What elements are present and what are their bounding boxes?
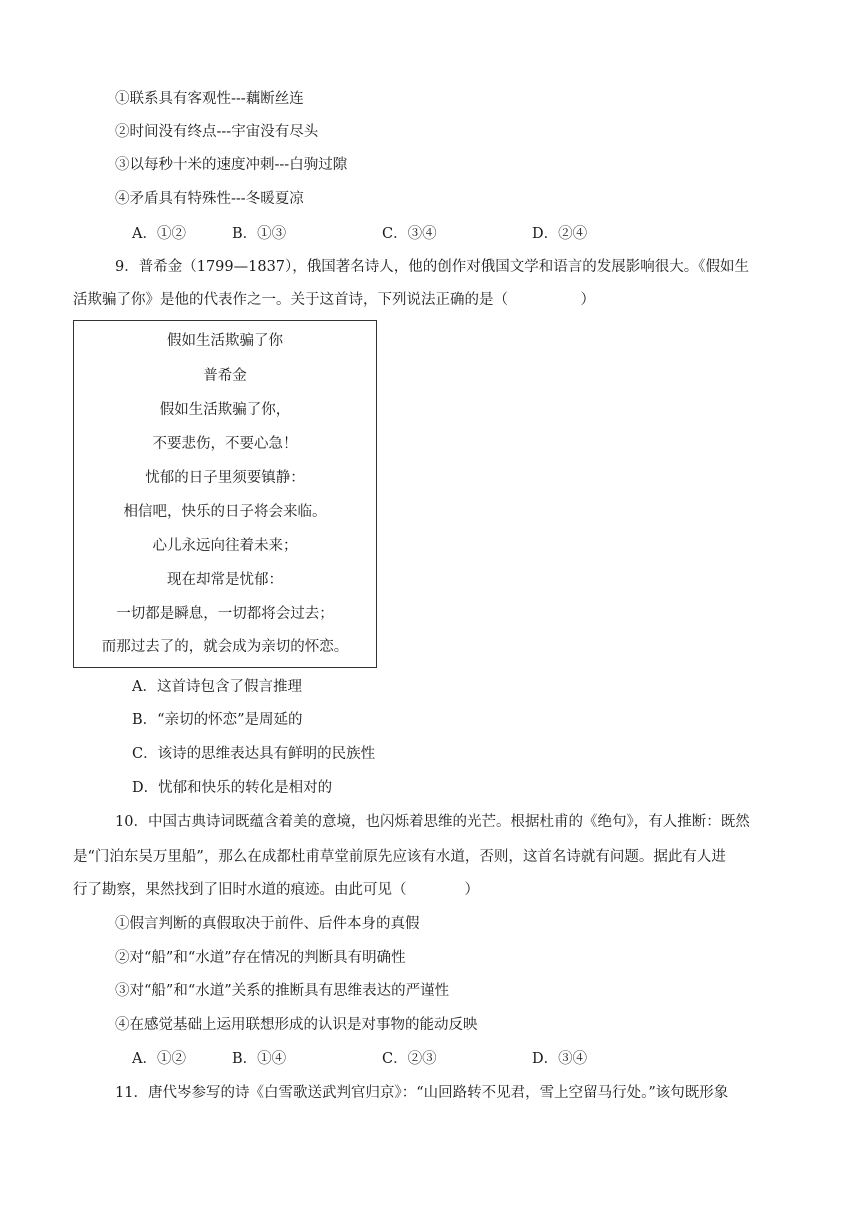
poem-line: 心儿永远向往着未来； bbox=[152, 538, 298, 554]
q10-statement-3: ③对“船”和“水道”关系的推断具有思维表达的严谨性 bbox=[115, 983, 450, 999]
poem-line: 相信吧，快乐的日子将会来临。 bbox=[123, 504, 327, 520]
poem-title: 假如生活欺骗了你 bbox=[167, 333, 283, 349]
q9-option-b: B．“亲切的怀恋”是周延的 bbox=[132, 712, 303, 728]
q8-statement-1: ①联系具有客观性---藕断丝连 bbox=[115, 91, 304, 107]
q11-stem-line-1: 11．唐代岑参写的诗《白雪歌送武判官归京》：“山回路转不见君，雪上空留马行处。”该句既形象 bbox=[115, 1085, 729, 1101]
q8-statement-2: ②时间没有终点---宇宙没有尽头 bbox=[115, 124, 319, 140]
q9-option-c: C．该诗的思维表达具有鲜明的民族性 bbox=[132, 746, 376, 762]
q10-option-a: A．①② bbox=[132, 1051, 186, 1067]
q10-statement-1: ①假言判断的真假取决于前件、后件本身的真假 bbox=[115, 916, 420, 932]
q9-option-a: A．这首诗包含了假言推理 bbox=[132, 679, 302, 695]
q10-stem-line-3: 行了勘察，果然找到了旧时水道的痕迹。由此可见（ ） bbox=[73, 882, 479, 898]
poem-line: 现在却常是忧郁： bbox=[167, 572, 283, 588]
q10-option-b: B．①④ bbox=[232, 1051, 287, 1067]
q10-statement-2: ②对“船”和“水道”存在情况的判断具有明确性 bbox=[115, 950, 406, 966]
poem-line: 忧郁的日子里须要镇静： bbox=[145, 470, 305, 486]
poem-line: 一切都是瞬息，一切都将会过去； bbox=[116, 606, 334, 622]
q10-statement-4: ④在感觉基础上运用联想形成的认识是对事物的能动反映 bbox=[115, 1017, 478, 1033]
q8-option-b: B．①③ bbox=[232, 226, 287, 242]
q9-option-d: D．忧郁和快乐的转化是相对的 bbox=[132, 780, 333, 796]
poem-line: 假如生活欺骗了你， bbox=[159, 402, 291, 418]
q10-option-c: C．②③ bbox=[382, 1051, 437, 1067]
q8-option-c: C．③④ bbox=[382, 226, 437, 242]
poem-line: 而那过去了的，就会成为亲切的怀恋。 bbox=[101, 639, 349, 655]
poem-line: 不要悲伤，不要心急！ bbox=[152, 436, 298, 452]
q9-stem-line-2: 活欺骗了你》是他的代表作之一。关于这首诗，下列说法正确的是（ ） bbox=[73, 292, 595, 308]
poem-author: 普希金 bbox=[203, 368, 247, 384]
poem-box bbox=[73, 320, 377, 668]
q8-statement-4: ④矛盾具有特殊性---冬暖夏凉 bbox=[115, 191, 304, 207]
q10-stem-line-2: 是“门泊东吴万里船”，那么在成都杜甫草堂前原先应该有水道，否则，这首名诗就有问题。据此有人进 bbox=[73, 849, 726, 865]
q10-stem-line-1: 10．中国古典诗词既蕴含着美的意境，也闪烁着思维的光芒。根据杜甫的《绝句》，有人推断：既然 bbox=[115, 814, 750, 830]
q8-statement-3: ③以每秒十米的速度冲刺---白驹过隙 bbox=[115, 157, 348, 173]
q8-option-a: A．①② bbox=[132, 226, 186, 242]
q9-stem-line-1: 9．普希金（1799—1837），俄国著名诗人，他的创作对俄国文学和语言的发展影响很大。《假如生 bbox=[115, 259, 750, 275]
q10-option-d: D．③④ bbox=[532, 1051, 588, 1067]
q8-option-d: D．②④ bbox=[532, 226, 588, 242]
